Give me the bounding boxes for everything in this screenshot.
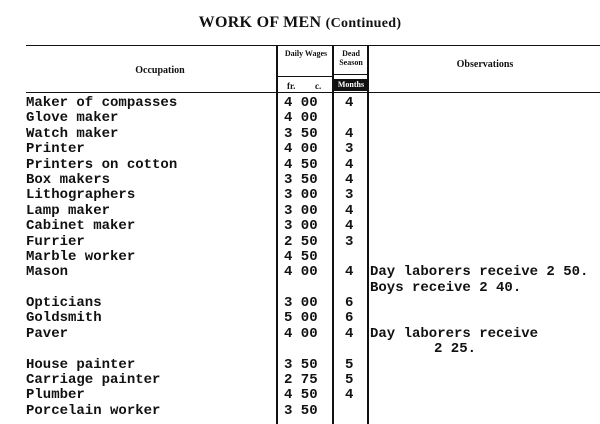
occupation-cell: Printer: [26, 141, 85, 158]
wages-cell: 2 75: [284, 372, 318, 389]
wages-cell: 3 50: [284, 171, 318, 188]
occupation-cell: Plumber: [26, 387, 85, 404]
header-fr: fr.: [287, 81, 296, 91]
observation-cell: Day laborers receive: [370, 325, 539, 342]
wages-cell: 3 50: [284, 402, 318, 419]
dead-season-cell: 4: [345, 202, 354, 219]
dead-season-cell: 4: [345, 325, 354, 342]
observation-cell-line2: Boys receive 2 40.: [370, 279, 522, 296]
occupation-cell: Porcelain worker: [26, 402, 161, 419]
header-observations: Observations: [456, 59, 514, 70]
table-title: [0, 14, 600, 32]
wages-cell: 2 50: [284, 233, 318, 250]
occupation-cell: Lamp maker: [26, 202, 111, 219]
dead-season-cell: 5: [345, 356, 354, 373]
wages-cell: 4 00: [284, 141, 318, 158]
wages-cell: 3 00: [284, 218, 318, 235]
wages-cell: 3 00: [284, 187, 318, 204]
observation-cell: Day laborers receive 2 50.: [370, 264, 589, 281]
header-daily-wages: Daily Wages: [284, 49, 328, 58]
header-months: Months: [334, 79, 368, 91]
header-occupation: Occupation: [135, 65, 185, 76]
occupation-cell: Carriage painter: [26, 372, 161, 389]
wages-cell: 3 00: [284, 295, 318, 312]
table-row: [0, 111, 600, 126]
table-row: [0, 188, 600, 203]
table-row: [0, 96, 600, 111]
dead-season-cell: 4: [345, 125, 354, 142]
dead-season-cell: 3: [345, 141, 354, 158]
dead-season-cell: 5: [345, 372, 354, 389]
header-bottom-rule: [26, 92, 600, 93]
occupation-cell: Watch maker: [26, 125, 119, 142]
dead-season-cell: 4: [345, 95, 354, 111]
occupation-cell: Cabinet maker: [26, 218, 136, 235]
dead-header-underline: [334, 74, 367, 75]
table-row: [0, 358, 600, 373]
table-row: [0, 388, 600, 403]
wages-cell: 4 00: [284, 325, 318, 342]
header-top-rule: [26, 45, 600, 46]
dead-season-cell: 4: [345, 264, 354, 281]
wages-cell: 5 00: [284, 310, 318, 327]
wages-cell: 4 00: [284, 264, 318, 281]
table-row: [0, 173, 600, 188]
occupation-cell: House painter: [26, 356, 136, 373]
table-body: [0, 96, 600, 419]
wages-cell: 3 00: [284, 202, 318, 219]
wages-cell: 3 50: [284, 356, 318, 373]
table-row: [0, 296, 600, 311]
table-row: [0, 219, 600, 234]
occupation-cell: Box makers: [26, 171, 111, 188]
occupation-cell: Printers on cotton: [26, 156, 178, 173]
occupation-cell: Lithographers: [26, 187, 136, 204]
occupation-cell: Opticians: [26, 295, 102, 312]
table-row: [0, 158, 600, 173]
wages-cell: 4 00: [284, 110, 318, 127]
wages-cell: 3 50: [284, 125, 318, 142]
header-dead-season: Dead Season: [339, 49, 363, 67]
table-row: [0, 327, 600, 358]
title-continued: (Continued): [325, 16, 402, 31]
occupation-cell: Glove maker: [26, 110, 119, 127]
table-row: [0, 373, 600, 388]
occupation-cell: Maker of compasses: [26, 95, 178, 111]
dead-season-cell: 6: [345, 310, 354, 327]
wages-cell: 4 50: [284, 248, 318, 265]
wages-cell: 4 50: [284, 387, 318, 404]
observation-cell-line2: 2 25.: [433, 341, 476, 358]
table-row: [0, 142, 600, 157]
occupation-cell: Goldsmith: [26, 310, 102, 327]
occupation-cell: Mason: [26, 264, 69, 281]
table-row: [0, 265, 600, 296]
dead-season-cell: 4: [345, 156, 354, 173]
occupation-cell: Marble worker: [26, 248, 136, 265]
dead-season-cell: 6: [345, 295, 354, 312]
table-row: [0, 404, 600, 419]
title-main: WORK OF MEN: [198, 14, 322, 31]
wages-cell: 4 50: [284, 156, 318, 173]
table-row: [0, 204, 600, 219]
table-row: [0, 235, 600, 250]
table-row: [0, 250, 600, 265]
table-row: [0, 311, 600, 326]
dead-season-cell: 3: [345, 187, 354, 204]
dead-season-cell: 4: [345, 218, 354, 235]
header-c: c.: [315, 81, 322, 91]
table-row: [0, 127, 600, 142]
dead-season-cell: 4: [345, 171, 354, 188]
occupation-cell: Furrier: [26, 233, 85, 250]
dead-season-cell: 4: [345, 387, 354, 404]
wages-cell: 4 00: [284, 95, 318, 111]
occupation-cell: Paver: [26, 325, 69, 342]
wages-header-underline: [278, 76, 332, 77]
dead-season-cell: 3: [345, 233, 354, 250]
